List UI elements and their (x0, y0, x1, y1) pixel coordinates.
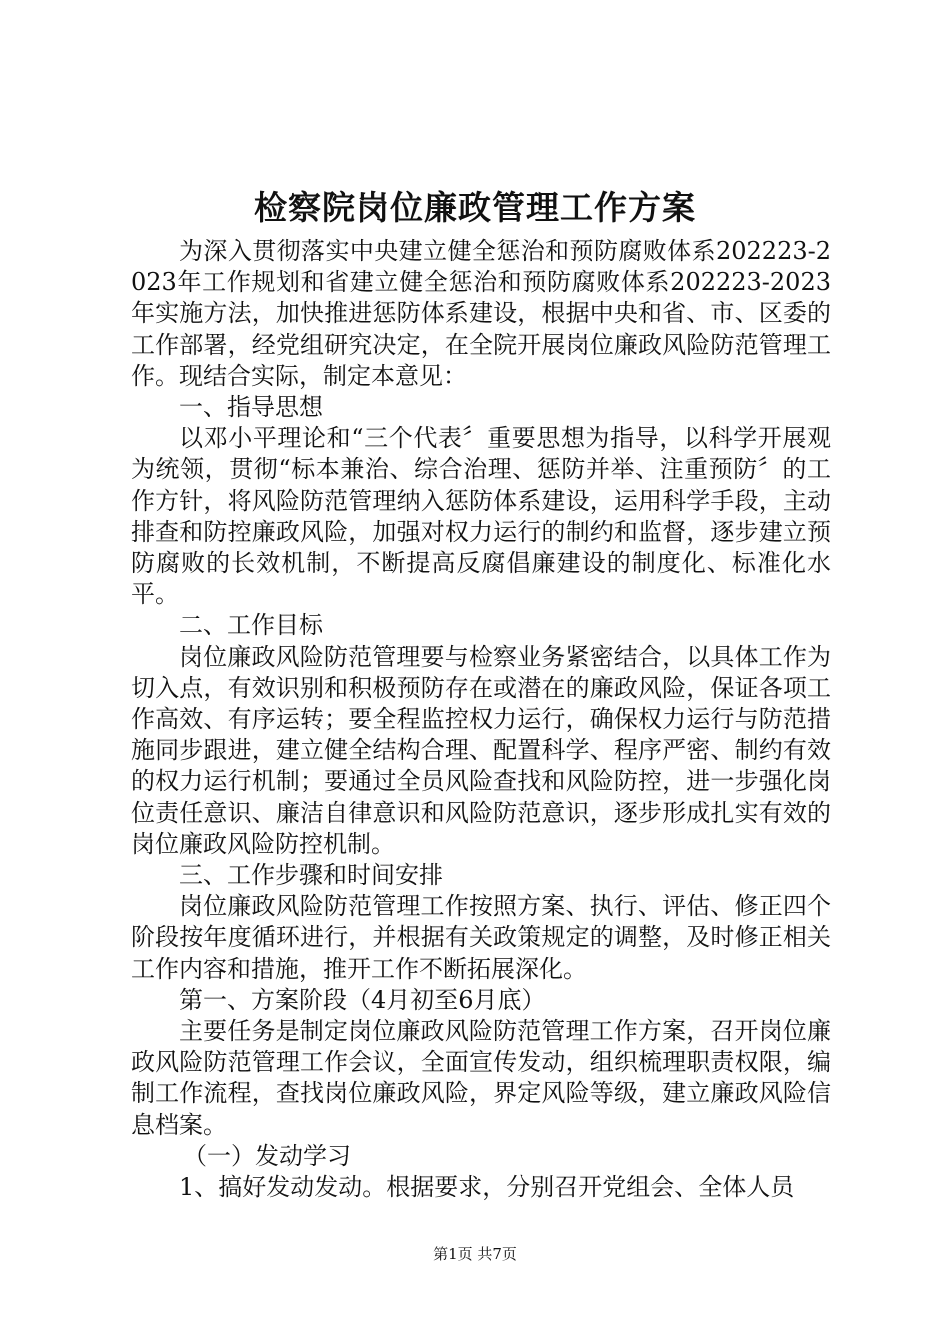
paragraph-phase-one: 主要任务是制定岗位廉政风险防范管理工作方案，召开岗位廉政风险防范管理工作会议，全面宣传发动，组织梳理职责权限，编制工作流程，查找岗位廉政风险，界定风险等级，建立廉政风险信息档案。 (131, 1017, 831, 1139)
page-footer: 第1页 共7页 (433, 1245, 517, 1263)
paragraph-steps-schedule: 岗位廉政风险防范管理工作按照方案、执行、评估、修正四个阶段按年度循环进行，并根据有关政策规定的调整，及时修正相关工作内容和措施，推开工作不断拓展深化。 (131, 892, 831, 983)
document-body (131, 236, 831, 1203)
paragraph-mobilize: 1、搞好发动发动。根据要求，分别召开党组会、全体人员 (179, 1173, 795, 1202)
section-heading-phase-one: 第一、方案阶段（4月初至6月底） (179, 985, 546, 1014)
subsection-heading-mobilize-study: （一）发动学习 (183, 1141, 351, 1170)
paragraph-intro: 为深入贯彻落实中央建立健全惩治和预防腐败体系202223-2023年工作规划和省建立健全惩治和预防腐败体系202223-2023年实施方法，加快推进惩防体系建设，根据中央和省、市、区委的工作部署，经党组研究决定，在全院开展岗位廉政风险防范管理工作。现结合实际，制定本意见： (131, 237, 831, 390)
paragraph-guiding-thought: 以邓小平理论和“三个代表〞重要思想为指导，以科学开展观为统领，贯彻“标本兼治、综合治理、惩防并举、注重预防〞的工作方针，将风险防范管理纳入惩防体系建设，运用科学手段，主动排查和防控廉政风险，加强对权力运行的制约和监督，逐步建立预防腐败的长效机制，不断提高反腐倡廉建设的制度化、标准化水平。 (131, 424, 831, 609)
document-title: 检察院岗位廉政管理工作方案 (254, 188, 696, 227)
section-heading-work-goals: 二、工作目标 (179, 611, 323, 640)
section-heading-guiding-thought: 一、指导思想 (179, 393, 323, 422)
section-heading-steps-schedule: 三、工作步骤和时间安排 (179, 861, 443, 890)
paragraph-work-goals: 岗位廉政风险防范管理要与检察业务紧密结合，以具体工作为切入点，有效识别和积极预防存在或潜在的廉政风险，保证各项工作高效、有序运转；要全程监控权力运行，确保权力运行与防范措施同步跟进，建立健全结构合理、配置科学、程序严密、制约有效的权力运行机制；要通过全员风险查找和风险防控，进一步强化岗位责任意识、廉洁自律意识和风险防范意识，逐步形成扎实有效的岗位廉政风险防控机制。 (131, 642, 831, 858)
